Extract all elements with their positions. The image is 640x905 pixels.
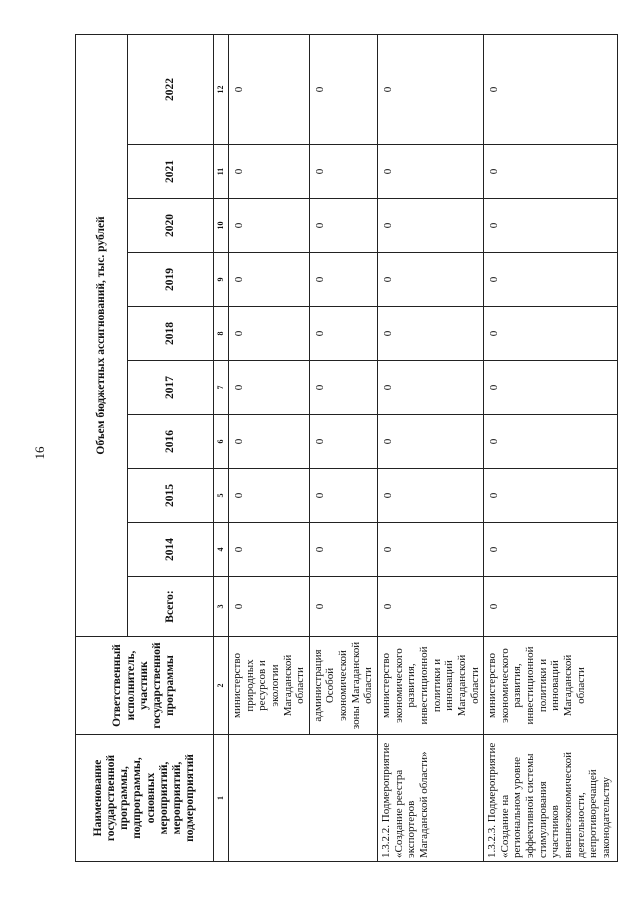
value-cell: 0 bbox=[309, 253, 377, 307]
header-year: 2018 bbox=[128, 307, 214, 361]
page-number: 16 bbox=[32, 446, 47, 460]
row-name: 1.3.2.2. Подмероприятие «Создание реестра экспортеров Магаданской области» bbox=[378, 735, 484, 862]
index-cell: 2 bbox=[214, 637, 229, 735]
value-cell: 0 bbox=[229, 415, 310, 469]
index-row bbox=[214, 34, 229, 861]
value-cell: 0 bbox=[378, 253, 484, 307]
header-year: 2022 bbox=[128, 34, 214, 144]
value-cell: 0 bbox=[378, 34, 484, 144]
value-cell: 0 bbox=[309, 34, 377, 144]
header-year: 2015 bbox=[128, 469, 214, 523]
row-executor: министерство природных ресурсов и экологии Магаданской области bbox=[229, 637, 310, 735]
value-cell: 0 bbox=[484, 469, 618, 523]
value-cell: 0 bbox=[229, 253, 310, 307]
index-cell: 12 bbox=[214, 34, 229, 144]
index-cell: 11 bbox=[214, 145, 229, 199]
row-name bbox=[229, 735, 378, 862]
value-cell: 0 bbox=[484, 361, 618, 415]
header-row-top bbox=[76, 34, 128, 861]
value-cell: 0 bbox=[309, 361, 377, 415]
header-year: 2016 bbox=[128, 415, 214, 469]
value-cell: 0 bbox=[378, 199, 484, 253]
table-row bbox=[378, 34, 484, 861]
row-executor: министерство экономического развития, инвестиционной политики и инноваций Магаданской области bbox=[378, 637, 484, 735]
value-total: 0 bbox=[378, 577, 484, 637]
value-total: 0 bbox=[484, 577, 618, 637]
value-cell: 0 bbox=[309, 199, 377, 253]
value-cell: 0 bbox=[378, 145, 484, 199]
index-cell: 7 bbox=[214, 361, 229, 415]
index-cell: 6 bbox=[214, 415, 229, 469]
index-cell: 5 bbox=[214, 469, 229, 523]
value-cell: 0 bbox=[229, 145, 310, 199]
value-cell: 0 bbox=[484, 145, 618, 199]
header-executor: Ответственный исполнитель, участник государственной программы bbox=[76, 637, 214, 735]
value-cell: 0 bbox=[229, 307, 310, 361]
value-cell: 0 bbox=[484, 253, 618, 307]
index-cell: 8 bbox=[214, 307, 229, 361]
value-cell: 0 bbox=[229, 34, 310, 144]
value-cell: 0 bbox=[229, 469, 310, 523]
table-row bbox=[229, 34, 310, 861]
row-name: 1.3.2.3. Подмероприятие «Создание на региональном уровне эффективной системы стимулирования участников внешнеэкономической деятельности, непротиворечащей законодательству bbox=[484, 735, 618, 862]
header-name: Наименование государственной программы, подпрограммы, основных мероприятий, мероприятий, подмероприятий bbox=[76, 735, 214, 862]
value-cell: 0 bbox=[309, 307, 377, 361]
value-cell: 0 bbox=[229, 361, 310, 415]
row-executor: администрация Особой экономической зоны Магаданской области bbox=[309, 637, 377, 735]
budget-table-rotated bbox=[75, 35, 612, 862]
header-year: 2019 bbox=[128, 253, 214, 307]
value-cell: 0 bbox=[378, 307, 484, 361]
budget-table bbox=[75, 34, 618, 862]
header-total: Всего: bbox=[128, 577, 214, 637]
value-cell: 0 bbox=[229, 199, 310, 253]
index-cell: 10 bbox=[214, 199, 229, 253]
table-row bbox=[484, 34, 618, 861]
value-cell: 0 bbox=[309, 145, 377, 199]
value-total: 0 bbox=[229, 577, 310, 637]
value-cell: 0 bbox=[309, 469, 377, 523]
index-cell: 9 bbox=[214, 253, 229, 307]
value-cell: 0 bbox=[484, 415, 618, 469]
header-budget-group: Объем бюджетных ассигнований, тыс. рублей bbox=[76, 34, 128, 636]
value-cell: 0 bbox=[309, 523, 377, 577]
value-cell: 0 bbox=[484, 34, 618, 144]
index-cell: 1 bbox=[214, 735, 229, 862]
header-year: 2021 bbox=[128, 145, 214, 199]
value-cell: 0 bbox=[378, 361, 484, 415]
value-cell: 0 bbox=[309, 415, 377, 469]
value-cell: 0 bbox=[484, 199, 618, 253]
index-cell: 4 bbox=[214, 523, 229, 577]
row-executor: министерство экономического развития, инвестиционной политики и инноваций Магаданской области bbox=[484, 637, 618, 735]
value-cell: 0 bbox=[378, 523, 484, 577]
header-year: 2020 bbox=[128, 199, 214, 253]
value-cell: 0 bbox=[229, 523, 310, 577]
value-total: 0 bbox=[309, 577, 377, 637]
value-cell: 0 bbox=[378, 415, 484, 469]
value-cell: 0 bbox=[378, 469, 484, 523]
header-year: 2017 bbox=[128, 361, 214, 415]
value-cell: 0 bbox=[484, 523, 618, 577]
index-cell: 3 bbox=[214, 577, 229, 637]
value-cell: 0 bbox=[484, 307, 618, 361]
header-year: 2014 bbox=[128, 523, 214, 577]
